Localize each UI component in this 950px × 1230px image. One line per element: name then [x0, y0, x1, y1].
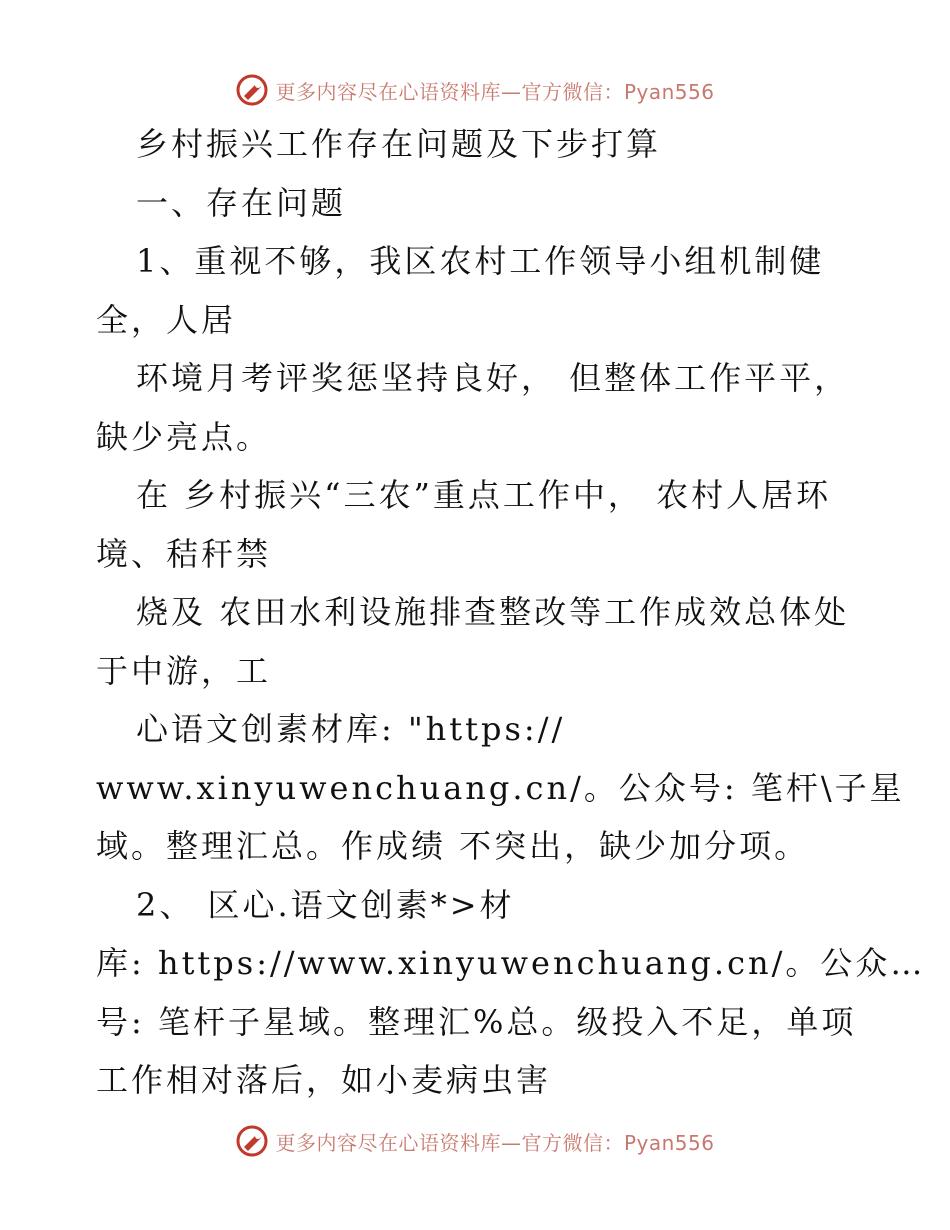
paragraph-line: 在 乡村振兴“三农”重点工作中， 农村人居环 [136, 476, 832, 514]
paragraph-line: 库: https://www.xinyuwenchuang.cn/。公众… [96, 944, 926, 982]
document-body [96, 115, 926, 1110]
paragraph-line: 于中游，工 [96, 651, 272, 690]
watermark-text: 更多内容尽在心语资料库—官方微信：Pyan556 [275, 1130, 715, 1155]
paragraph-line: 缺少亮点。 [96, 417, 272, 456]
paragraph-line: 工作相对落后，如小麦病虫害 [96, 1061, 552, 1099]
paragraph-line: www.xinyuwenchuang.cn/。公众号: 笔杆\子星 [96, 768, 905, 807]
paragraph-line: 号: 笔杆子星域。整理汇%总。级投入不足，单项 [96, 1002, 857, 1041]
paragraph-line: 域。整理汇总。作成绩 不突出，缺少加分项。 [96, 827, 810, 865]
paragraph-line: 全，人居 [96, 300, 237, 339]
paragraph-line: 1、重视不够，我区农村工作领导小组机制健 [136, 242, 825, 280]
watermark-banner-top [0, 70, 950, 110]
paragraph-line: 2、 区心.语文创素*>材 [136, 885, 515, 924]
paragraph-line: 心语文创素材库: "https:// [136, 710, 566, 748]
paragraph-line: 环境月考评奖惩坚持良好， 但整体工作平平， [136, 359, 850, 397]
watermark-logo-icon [235, 1124, 269, 1158]
document-title: 乡村振兴工作存在问题及下步打算 [136, 125, 662, 163]
paragraph-line: 烧及 农田水利设施排查整改等工作成效总体处 [136, 593, 850, 631]
watermark-logo-icon [235, 73, 269, 107]
watermark-banner-bottom [0, 1121, 950, 1161]
paragraph-line: 境、秸秆禁 [96, 534, 272, 573]
watermark-text: 更多内容尽在心语资料库—官方微信：Pyan556 [275, 79, 715, 104]
section-heading: 一、存在问题 [136, 183, 347, 222]
